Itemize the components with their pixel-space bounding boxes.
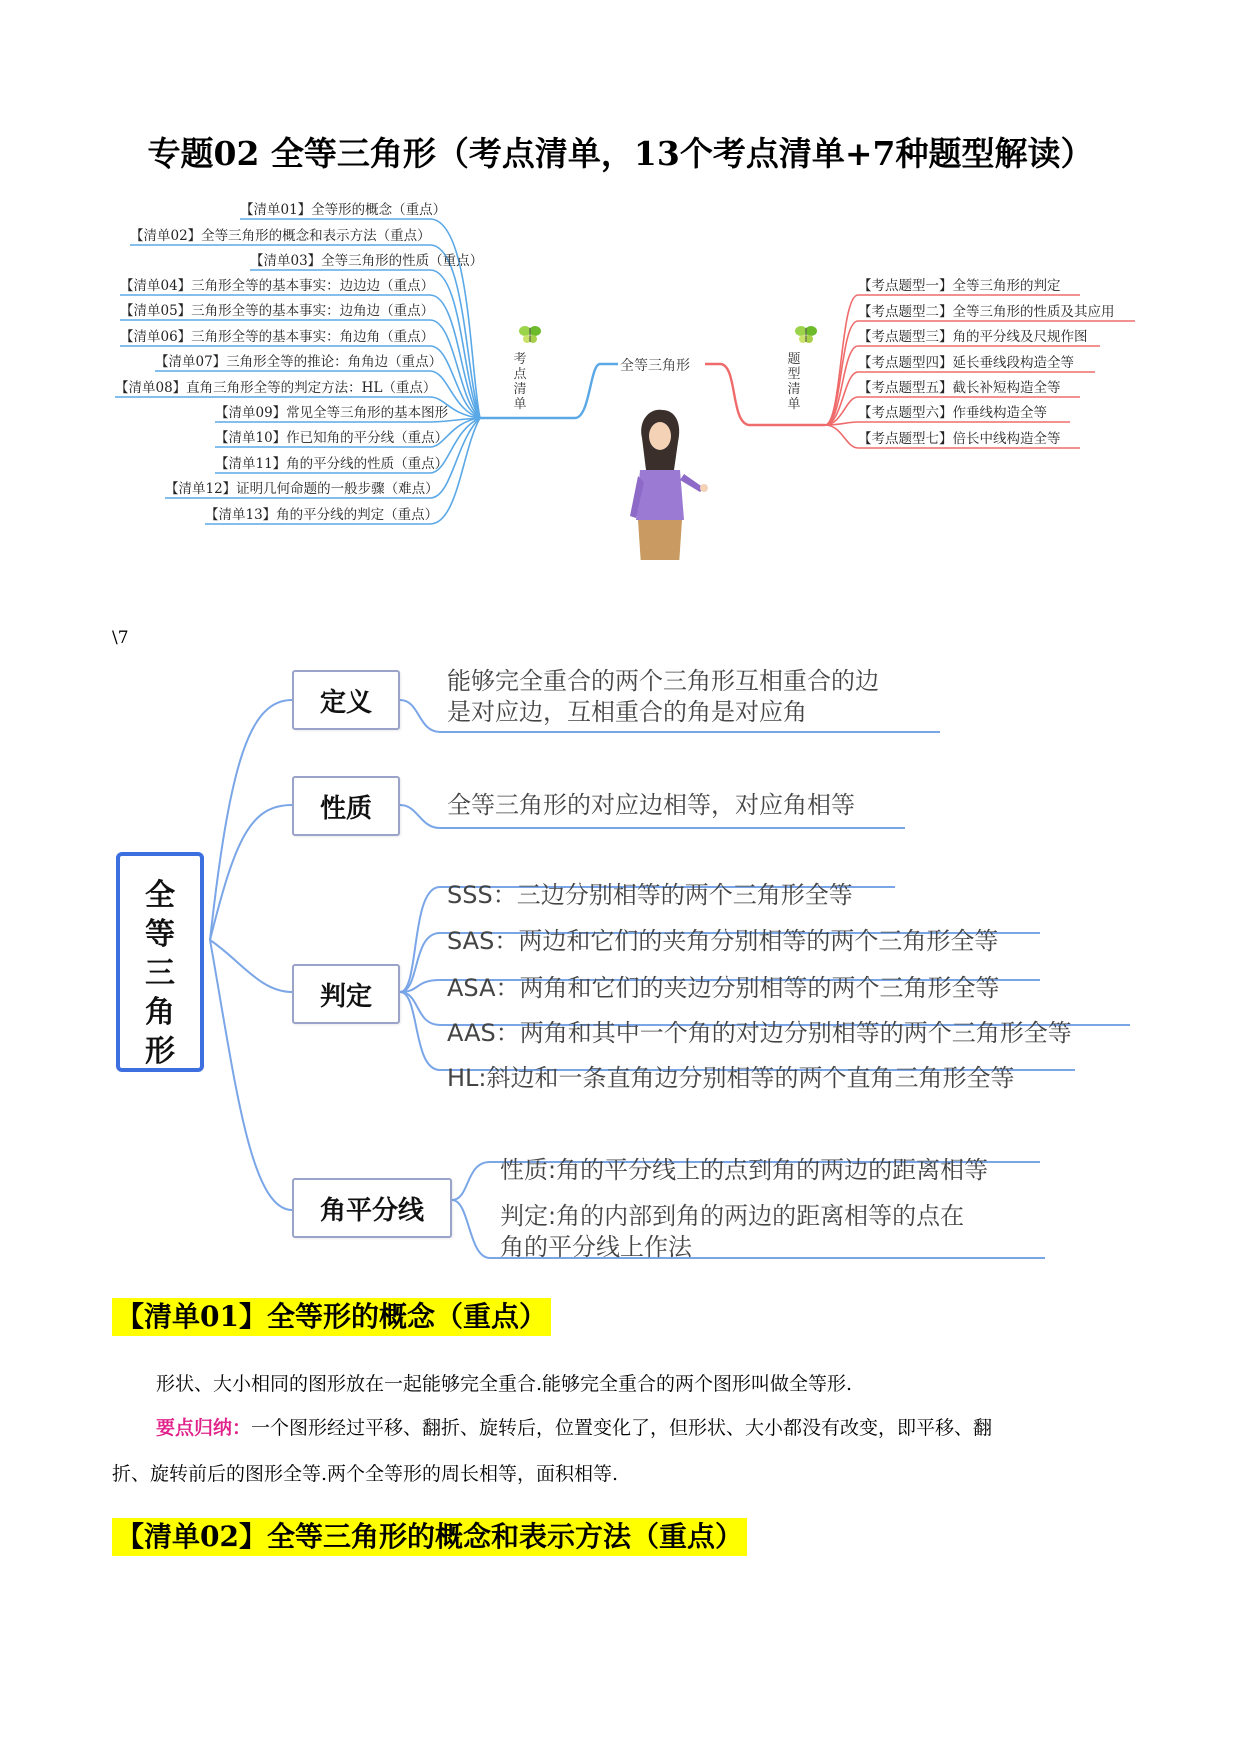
stray-text: \7: [112, 628, 129, 648]
concept-branch-definition: 定义: [292, 670, 400, 730]
overview-left-item: 【清单12】证明几何命题的一般步骤（难点）: [165, 481, 439, 497]
concept-root-label: 全等三角形: [145, 878, 175, 1069]
concept-leaf: SSS：三边分别相等的两个三角形全等: [447, 881, 853, 909]
overview-center-stem-right: [705, 364, 825, 425]
concept-root: [116, 852, 204, 1072]
overview-right-line: [825, 422, 1070, 425]
overview-right-item: 【考点题型五】截长补短构造全等: [858, 380, 1061, 396]
key-point-line: [156, 1406, 992, 1450]
overview-left-item: 【清单13】角的平分线的判定（重点）: [205, 507, 439, 523]
overview-left-item: 【清单09】常见全等三角形的基本图形: [215, 405, 449, 421]
overview-right-item: 【考点题型三】角的平分线及尺规作图: [858, 329, 1088, 345]
concept-leaf: 全等三角形的对应边相等，对应角相等: [447, 791, 855, 819]
overview-left-item: 【清单01】全等形的概念（重点）: [240, 202, 447, 218]
overview-left-item: 【清单03】全等三角形的性质（重点）: [250, 253, 484, 269]
concept-branch-angle-bisector: 角平分线: [292, 1178, 452, 1238]
overview-left-item: 【清单10】作已知角的平分线（重点）: [215, 430, 449, 446]
concept-branch-line: [210, 940, 292, 1210]
concept-leaf: ASA：两角和它们的夹边分别相等的两个三角形全等: [447, 974, 1000, 1002]
butterfly-icon: [795, 326, 817, 343]
concept-branch-criteria: 判定: [292, 964, 400, 1024]
overview-left-item: 【清单11】角的平分线的性质（重点）: [215, 456, 449, 472]
overview-center-label: 全等三角形: [620, 358, 690, 374]
overview-left-item: 【清单08】直角三角形全等的判定方法：HL（重点）: [115, 380, 437, 396]
concept-leaf: HL:斜边和一条直角边分别相等的两个直角三角形全等: [447, 1064, 1015, 1092]
paragraph: 折、旋转前后的图形全等.两个全等形的周长相等，面积相等.: [112, 1463, 619, 1485]
teacher-illustration: [630, 410, 708, 560]
overview-right-item: 【考点题型四】延长垂线段构造全等: [858, 355, 1074, 371]
overview-right-item: 【考点题型一】全等三角形的判定: [858, 278, 1061, 294]
concept-leaf: 是对应边，互相重合的角是对应角: [447, 698, 807, 726]
concept-leaf: AAS：两角和其中一个角的对边分别相等的两个三角形全等: [447, 1019, 1072, 1047]
butterfly-icon: [519, 326, 541, 343]
section-heading: 【清单02】全等三角形的概念和表示方法（重点）: [112, 1518, 747, 1556]
section-heading: 【清单01】全等形的概念（重点）: [112, 1298, 551, 1336]
overview-right-branch-label: 题型清单: [787, 352, 801, 412]
overview-left-item: 【清单05】三角形全等的基本事实：边角边（重点）: [120, 303, 435, 319]
concept-leaf: 判定:角的内部到角的两边的距离相等的点在: [500, 1202, 965, 1230]
overview-center-stem: [480, 364, 618, 418]
overview-right-item: 【考点题型六】作垂线构造全等: [858, 405, 1047, 421]
key-point-text: 一个图形经过平移、翻折、旋转后，位置变化了，但形状、大小都没有改变，即平移、翻: [251, 1417, 993, 1439]
concept-leaf: SAS：两边和它们的夹角分别相等的两个三角形全等: [447, 927, 999, 955]
page-title: 专题02 全等三角形（考点清单，13个考点清单+7种题型解读）: [147, 134, 1094, 173]
overview-right-item: 【考点题型七】倍长中线构造全等: [858, 431, 1061, 447]
overview-left-item: 【清单04】三角形全等的基本事实：边边边（重点）: [120, 278, 435, 294]
overview-right-item: 【考点题型二】全等三角形的性质及其应用: [858, 304, 1115, 320]
concept-branch-property: 性质: [292, 776, 400, 836]
concept-branch-line: [210, 805, 292, 940]
overview-left-item: 【清单02】全等三角形的概念和表示方法（重点）: [130, 228, 431, 244]
concept-leaf: 能够完全重合的两个三角形互相重合的边: [447, 667, 879, 695]
overview-left-item: 【清单07】三角形全等的推论：角角边（重点）: [155, 354, 443, 370]
overview-left-item: 【清单06】三角形全等的基本事实：角边角（重点）: [120, 329, 435, 345]
paragraph: 形状、大小相同的图形放在一起能够完全重合.能够完全重合的两个图形叫做全等形.: [156, 1373, 853, 1395]
key-point-label: 要点归纳：: [156, 1417, 252, 1439]
overview-left-branch-label: 考点清单: [513, 352, 527, 412]
concept-branch-line: [210, 700, 292, 940]
concept-branch-line: [210, 940, 292, 992]
concept-leaf: 角的平分线上作法: [500, 1233, 692, 1261]
concept-leaf: 性质:角的平分线上的点到角的两边的距离相等: [500, 1156, 989, 1184]
